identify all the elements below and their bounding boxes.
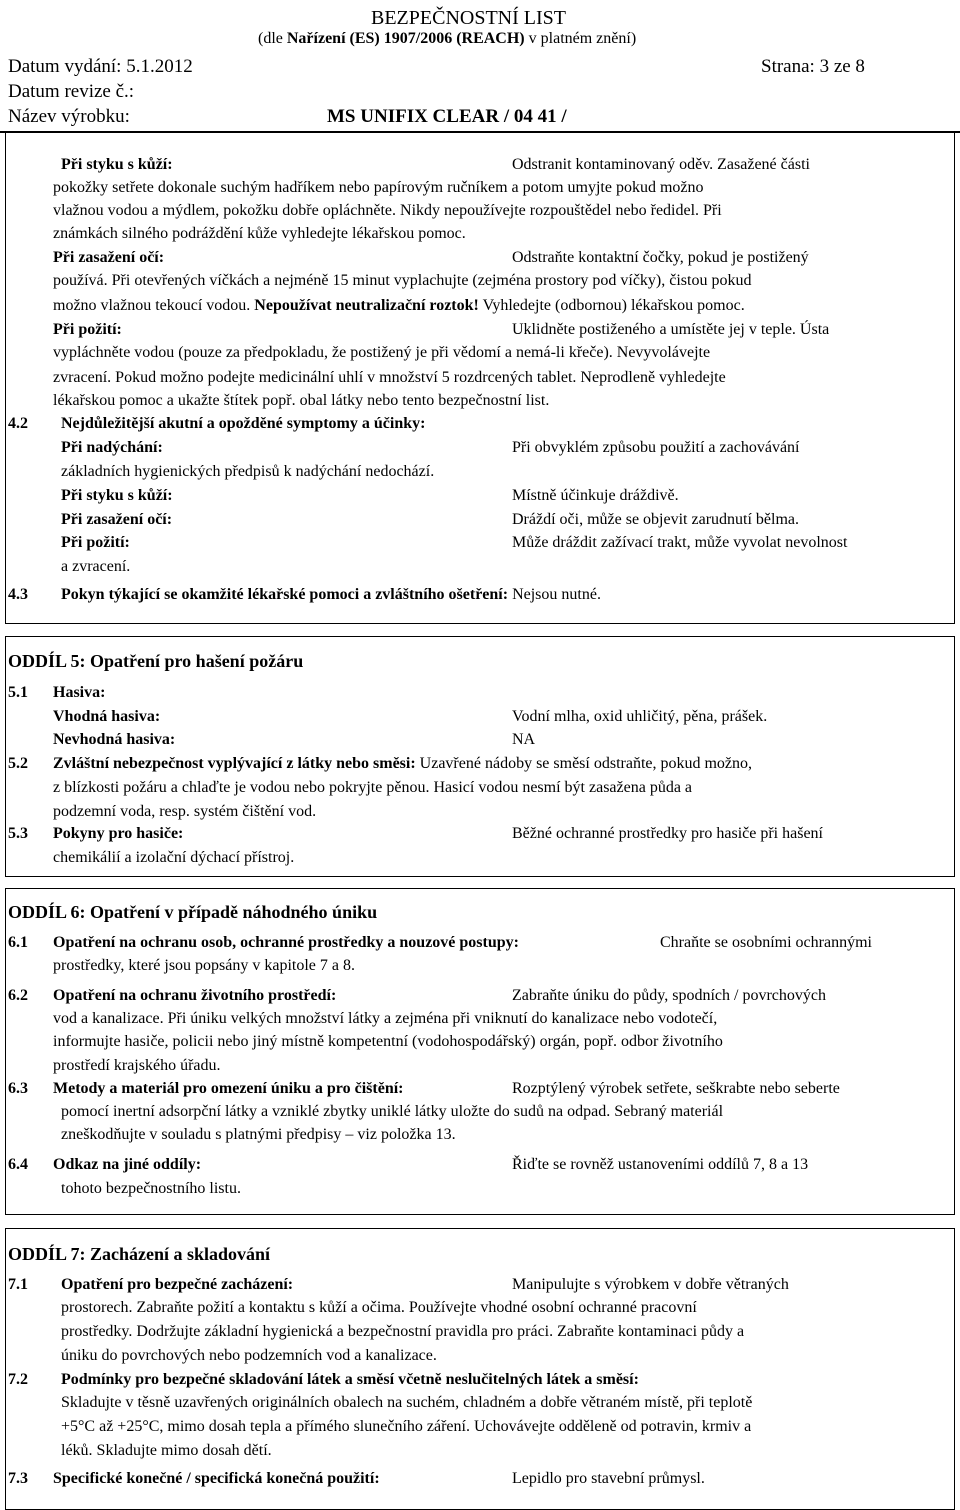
eye-label: Při zasažení očí: xyxy=(53,249,165,266)
value-6-1-2: prostředky, které jsou popsány v kapitole 7 a 8. xyxy=(53,957,356,974)
value-6-2-3: informujte hasiče, policii nebo jiný místně kompetentní (vodohospodářský) orgán, popř. odbor životního xyxy=(53,1033,723,1050)
eye-text-2: používá. Při otevřených víčkách a nejméně 15 minut vyplachujte (zejména prostory pod víčky), čistou pokud xyxy=(53,272,752,289)
num-5-2: 5.2 xyxy=(8,755,28,772)
eye2-value: Dráždí oči, může se objevit zarudnutí bělma. xyxy=(512,511,800,528)
ingestion2-label: Při požití: xyxy=(61,534,130,551)
value-6-3-1: Rozptýlený výrobek setřete, seškrabte nebo seberte xyxy=(512,1080,840,1097)
skin-text-1: Odstranit kontaminovaný oděv. Zasažené části xyxy=(512,156,810,173)
heading-6-1: Opatření na ochranu osob, ochranné prostředky a nouzové postupy: xyxy=(53,934,519,951)
value-6-3-2: pomocí inertní adsorpční látky a vzniklé zbytky uniklé látky uložte do sudů na odpad. Sebraný materiál xyxy=(61,1103,724,1120)
num-7-3: 7.3 xyxy=(8,1470,28,1487)
ingestion2-value-1: Může dráždit zažívací trakt, může vyvolat nevolnost xyxy=(512,534,848,551)
ingestion-label: Při požití: xyxy=(53,321,122,338)
eye-text-3c: Vyhledejte (odbornou) lékařskou pomoc. xyxy=(478,297,745,314)
item-5-2 xyxy=(53,753,752,775)
heading-7-1: Opatření pro bezpečné zacházení: xyxy=(61,1276,294,1293)
value-4-3: Nejsou nutné. xyxy=(508,586,601,603)
num-6-1: 6.1 xyxy=(8,934,28,951)
section-5-title: ODDÍL 5: Opatření pro hašení požáru xyxy=(8,651,304,671)
ingestion-text-2: vypláchněte vodou (pouze za předpokladu, že postižený je při vědomí a nemá-li křeče). Nevyvolávejte xyxy=(53,344,711,361)
suitable-label: Vhodná hasiva: xyxy=(53,708,161,725)
section-6-title: ODDÍL 6: Opatření v případě náhodného úniku xyxy=(8,902,378,922)
item-4-3 xyxy=(61,584,601,606)
heading-7-3: Specifické konečné / specifická konečná použití: xyxy=(53,1470,380,1487)
skin2-value: Místně účinkuje dráždivě. xyxy=(512,487,679,504)
num-7-2: 7.2 xyxy=(8,1371,28,1388)
suitable-value: Vodní mlha, oxid uhličitý, pěna, prášek. xyxy=(512,708,768,725)
section-7-title: ODDÍL 7: Zacházení a skladování xyxy=(8,1244,271,1264)
value-6-4-2: tohoto bezpečnostního listu. xyxy=(61,1180,241,1197)
ingestion2-value-2: a zvracení. xyxy=(61,558,131,575)
product-label: Název výrobku: xyxy=(8,106,130,127)
issue-date: Datum vydání: 5.1.2012 xyxy=(8,56,193,77)
heading-6-3: Metody a materiál pro omezení úniku a pro čištění: xyxy=(53,1080,404,1097)
page-number: Strana: 3 ze 8 xyxy=(761,56,865,77)
value-5-2-1: Uzavřené nádoby se směsí odstraňte, pokud možno, xyxy=(415,755,753,772)
num-4-3: 4.3 xyxy=(8,586,28,603)
unsuitable-label: Nevhodná hasiva: xyxy=(53,731,176,748)
value-7-3: Lepidlo pro stavební průmysl. xyxy=(512,1470,705,1487)
skin-text-2: pokožky setřete dokonale suchým hadříkem nebo papírovým ručníkem a potom umyjte pokud možno xyxy=(53,179,704,196)
num-6-3: 6.3 xyxy=(8,1080,28,1097)
num-5-3: 5.3 xyxy=(8,825,28,842)
value-6-2-4: prostředí krajského úřadu. xyxy=(53,1057,221,1074)
num-6-4: 6.4 xyxy=(8,1156,28,1173)
value-6-4-1: Řiďte se rovněž ustanoveními oddílů 7, 8 a 13 xyxy=(512,1156,809,1173)
ingestion-text-4: lékařskou pomoc a ukažte štítek popř. obal látky nebo tento bezpečnostní list. xyxy=(53,392,550,409)
document-subtitle xyxy=(258,28,636,50)
value-7-1-4: úniku do povrchových nebo podzemních vod a kanalizace. xyxy=(61,1347,437,1364)
heading-6-4: Odkaz na jiné oddíly: xyxy=(53,1156,202,1173)
heading-5-1: Hasiva: xyxy=(53,684,106,701)
subtitle-pre: (dle xyxy=(258,30,287,47)
heading-6-2: Opatření na ochranu životního prostředí: xyxy=(53,987,337,1004)
eye-text-1: Odstraňte kontaktní čočky, pokud je postižený xyxy=(512,249,809,266)
skin2-label: Při styku s kůží: xyxy=(61,487,173,504)
ingestion-text-3: zvracení. Pokud možno podejte medicinální uhlí v množství 5 rozdrcených tablet. Neprodleně vyhledejte xyxy=(53,369,726,386)
value-5-2-3: podzemní voda, resp. systém čištění vod. xyxy=(53,803,317,820)
value-6-1-1: Chraňte se osobními ochrannými xyxy=(660,934,872,951)
value-5-3-2: chemikálií a izolační dýchací přístroj. xyxy=(53,849,295,866)
num-6-2: 6.2 xyxy=(8,987,28,1004)
value-7-1-3: prostředky. Dodržujte základní hygienická a bezpečnostní pravidla pro práci. Zabraňte kontaminaci půdy a xyxy=(61,1323,745,1340)
value-6-2-1: Zabraňte úniku do půdy, spodních / povrchových xyxy=(512,987,827,1004)
value-5-3-1: Běžné ochranné prostředky pro hasiče při hašení xyxy=(512,825,823,842)
num-7-1: 7.1 xyxy=(8,1276,28,1293)
value-5-2-2: z blízkosti požáru a chlaďte je vodou nebo pokryjte pěnou. Hasicí vodou nesmí být zasažena půda a xyxy=(53,779,693,796)
num-5-1: 5.1 xyxy=(8,684,28,701)
num-4-2: 4.2 xyxy=(8,415,28,432)
value-7-2-3: léků. Skladujte mimo dosah dětí. xyxy=(61,1442,272,1459)
skin-label: Při styku s kůží: xyxy=(61,156,173,173)
eye-text-3 xyxy=(53,295,745,317)
value-7-2-2: +5°C až +25°C, mimo dosah tepla a přímého slunečního záření. Uchovávejte odděleně od potravin, krmiv a xyxy=(61,1418,752,1435)
value-7-2-1: Skladujte v těsně uzavřených originálních obalech na suchém, chladném a dobře větraném místě, při teplotě xyxy=(61,1394,753,1411)
skin-text-3: vlažnou vodou a mýdlem, pokožku dobře opláchněte. Nikdy nepoužívejte rozpouštědel nebo ředidel. Při xyxy=(53,202,722,219)
unsuitable-value: NA xyxy=(512,731,536,748)
heading-5-3: Pokyny pro hasiče: xyxy=(53,825,184,842)
revision-date: Datum revize č.: xyxy=(8,81,135,102)
heading-4-2: Nejdůležitější akutní a opožděné symptomy a účinky: xyxy=(61,415,426,432)
product-name: MS UNIFIX CLEAR / 04 41 / xyxy=(327,106,567,127)
value-7-1-1: Manipulujte s výrobkem v dobře větraných xyxy=(512,1276,789,1293)
value-6-3-3: zneškodňujte v souladu s platnými předpisy – viz položka 13. xyxy=(61,1126,456,1143)
ingestion-text-1: Uklidněte postiženého a umístěte jej v teple. Ústa xyxy=(512,321,830,338)
eye2-label: Při zasažení očí: xyxy=(61,511,173,528)
inhalation-text-1: Při obvyklém způsobu použití a zachovávání xyxy=(512,439,800,456)
inhalation-text-2: základních hygienických předpisů k nadýchání nedochází. xyxy=(61,463,435,480)
document-title: BEZPEČNOSTNÍ LIST xyxy=(371,7,566,29)
heading-5-2: Zvláštní nebezpečnost vyplývající z látky nebo směsi: xyxy=(53,755,416,772)
value-6-2-2: vod a kanalizace. Při úniku velkých množství látky a zejména při vniknutí do kanalizace nebo vodotečí, xyxy=(53,1010,718,1027)
heading-4-3: Pokyn týkající se okamžité lékařské pomoci a zvláštního ošetření: xyxy=(61,586,509,603)
eye-text-3a: možno vlažnou tekoucí vodou. xyxy=(53,297,255,314)
inhalation-label: Při nadýchání: xyxy=(61,439,163,456)
subtitle-post: v platném znění) xyxy=(524,30,637,47)
subtitle-regulation: Nařízení (ES) 1907/2006 (REACH) xyxy=(286,30,525,47)
eye-warning: Nepoužívat neutralizační roztok! xyxy=(254,297,479,314)
heading-7-2: Podmínky pro bezpečné skladování látek a směsí včetně neslučitelných látek a směsí: xyxy=(61,1371,639,1388)
value-7-1-2: prostorech. Zabraňte požití a kontaktu s kůží a očima. Používejte vhodné osobní ochranné pracovní xyxy=(61,1299,697,1316)
skin-text-4: známkách silného podráždění kůže vyhledejte lékařskou pomoc. xyxy=(53,225,466,242)
